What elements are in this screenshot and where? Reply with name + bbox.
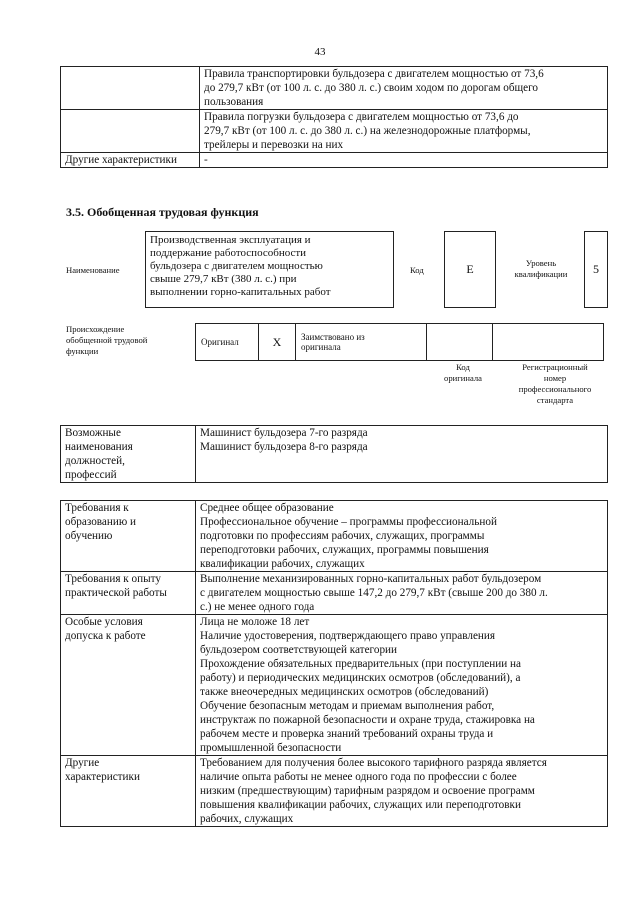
table-cell-value	[196, 615, 608, 756]
text-line: Требованием для получения более высокого тарифного разряда является	[200, 757, 547, 769]
original-mark: X	[259, 324, 296, 361]
text-line: должностей,	[65, 455, 125, 467]
table-row	[61, 572, 608, 615]
text-line: Производственная эксплуатация и	[150, 234, 311, 246]
table-cell-value	[200, 110, 608, 153]
name-label: Наименование	[66, 265, 120, 275]
requirements-table	[60, 500, 608, 827]
text-line: профессий	[65, 469, 117, 481]
text-line: инструктаж по пожарной безопасности и охране труда, стажировка на	[200, 714, 535, 726]
text-line: Заимствовано из	[301, 332, 365, 342]
text-line: подготовки по профессиям рабочих, служащих, программы	[200, 530, 485, 542]
text-line: промышленной безопасности	[200, 742, 342, 754]
text-line: оригинала	[444, 373, 482, 383]
text-line: образованию и	[65, 516, 137, 528]
text-line: 279,7 кВт (от 100 л. с. до 380 л. с.) на железнодорожные платформы,	[204, 125, 531, 137]
text-line: допуска к работе	[65, 630, 146, 642]
text-line: трейлеры и перевозки на них	[204, 139, 344, 151]
text-line: бульдозером соответствующей категории	[200, 644, 398, 656]
table-cell-label: Другие характеристики	[61, 153, 200, 168]
table-cell-value	[196, 501, 608, 572]
text-line: выполнении горно-капитальных работ	[150, 286, 331, 298]
text-line: номер	[543, 373, 567, 383]
table-row	[61, 426, 608, 483]
table-cell-value	[196, 756, 608, 827]
original-code-cell	[427, 324, 493, 361]
text-line: Правила погрузки бульдозера с двигателем мощностью от 73,6 до	[204, 111, 519, 123]
code-caption	[430, 362, 496, 384]
text-line: Требования к	[65, 502, 129, 514]
text-line: стандарта	[536, 395, 574, 405]
text-line: Машинист бульдозера 8-го разряда	[200, 441, 368, 453]
text-line: Код	[456, 362, 470, 372]
text-line: квалификации рабочих, служащих	[200, 558, 365, 570]
table-cell-label	[61, 501, 196, 572]
table-cell-label	[61, 572, 196, 615]
text-line: рабочем месте и проверка знаний требований охраны труда и	[200, 728, 494, 740]
text-line: наименования	[65, 441, 133, 453]
positions-table	[60, 425, 608, 483]
table-cell-value	[196, 572, 608, 615]
registration-number-cell	[493, 324, 604, 361]
text-line: пользования	[204, 96, 264, 108]
knowledge-table	[60, 66, 608, 168]
text-line: Возможные	[65, 427, 121, 439]
table-cell-label	[61, 426, 196, 483]
text-line: Выполнение механизированных горно-капитальных работ бульдозером	[200, 573, 542, 585]
table-row	[61, 756, 608, 827]
table-cell-label	[61, 615, 196, 756]
level-label	[505, 258, 577, 280]
original-label: Оригинал	[196, 324, 259, 361]
text-line: Особые условия	[65, 616, 143, 628]
text-line: Наличие удостоверения, подтверждающего право управления	[200, 630, 496, 642]
table-row	[61, 615, 608, 756]
section-heading: 3.5. Обобщенная трудовая функция	[66, 205, 259, 219]
text-line: низким (предшествующим) тарифным разрядом и освоение программ	[200, 785, 535, 797]
borrowed-label	[296, 324, 427, 361]
text-line: характеристики	[65, 771, 140, 783]
table-cell-label	[61, 756, 196, 827]
table-cell-value: -	[200, 153, 608, 168]
text-line: с.) не менее одного года	[200, 601, 315, 613]
table-cell-value	[196, 426, 608, 483]
text-line: Происхождение	[66, 324, 125, 334]
text-line: Правила транспортировки бульдозера с двигателем мощностью от 73,6	[204, 68, 544, 80]
table-cell-value	[200, 67, 608, 110]
code-label: Код	[410, 265, 424, 275]
text-line: Профессиональное обучение – программы профессиональной	[200, 516, 497, 528]
text-line: квалификации	[514, 269, 568, 279]
page-number: 43	[314, 46, 326, 58]
text-line: работу) и периодических медицинских осмотров (обследований), а	[200, 672, 521, 684]
text-line: повышения квалификации рабочих, служащих или переподготовки	[200, 799, 521, 811]
code-box: E	[444, 231, 496, 308]
text-line: Среднее общее образование	[200, 502, 334, 514]
level-box: 5	[584, 231, 608, 308]
table-row	[61, 67, 608, 110]
table-row	[61, 153, 608, 168]
text-line: с двигателем мощностью свыше 147,2 до 279,7 кВт (свыше 200 до 380 л.	[200, 587, 548, 599]
function-name-box	[145, 231, 394, 308]
text-line: свыше 279,7 кВт (380 л. с.) при	[150, 273, 297, 285]
text-line: поддержание работоспособности	[150, 247, 307, 259]
text-line: Прохождение обязательных предварительных (при поступлении на	[200, 658, 521, 670]
text-line: бульдозера с двигателем мощностью	[150, 260, 323, 272]
text-line: функции	[66, 346, 99, 356]
origin-label	[66, 324, 147, 357]
origin-table	[195, 323, 604, 361]
table-row	[61, 501, 608, 572]
text-line: профессионального	[518, 384, 592, 394]
text-line: оригинала	[301, 342, 341, 352]
text-line: до 279,7 кВт (от 100 л. с. до 380 л. с.) своим ходом по дорогам общего	[204, 82, 538, 94]
text-line: практической работы	[65, 587, 167, 599]
table-row	[196, 324, 604, 361]
table-cell-label	[61, 67, 200, 110]
text-line: Регистрационный	[522, 362, 588, 372]
text-line: Требования к опыту	[65, 573, 161, 585]
registration-caption	[500, 362, 610, 406]
text-line: обучению	[65, 530, 113, 542]
text-line: Обучение безопасным методам и приемам выполнения работ,	[200, 700, 495, 712]
text-line: обобщенной трудовой	[66, 335, 148, 345]
text-line: рабочих, служащих	[200, 813, 294, 825]
text-line: наличие опыта работы не менее одного года по профессии с более	[200, 771, 517, 783]
text-line: Уровень	[525, 258, 557, 268]
text-line: Лица не моложе 18 лет	[200, 616, 310, 628]
text-line: Другие	[65, 757, 100, 769]
table-cell-label	[61, 110, 200, 153]
text-line: переподготовки рабочих, служащих, программы повышения	[200, 544, 489, 556]
text-line: также внеочередных медицинских осмотров (обследований)	[200, 686, 489, 698]
text-line: Машинист бульдозера 7-го разряда	[200, 427, 368, 439]
table-row	[61, 110, 608, 153]
